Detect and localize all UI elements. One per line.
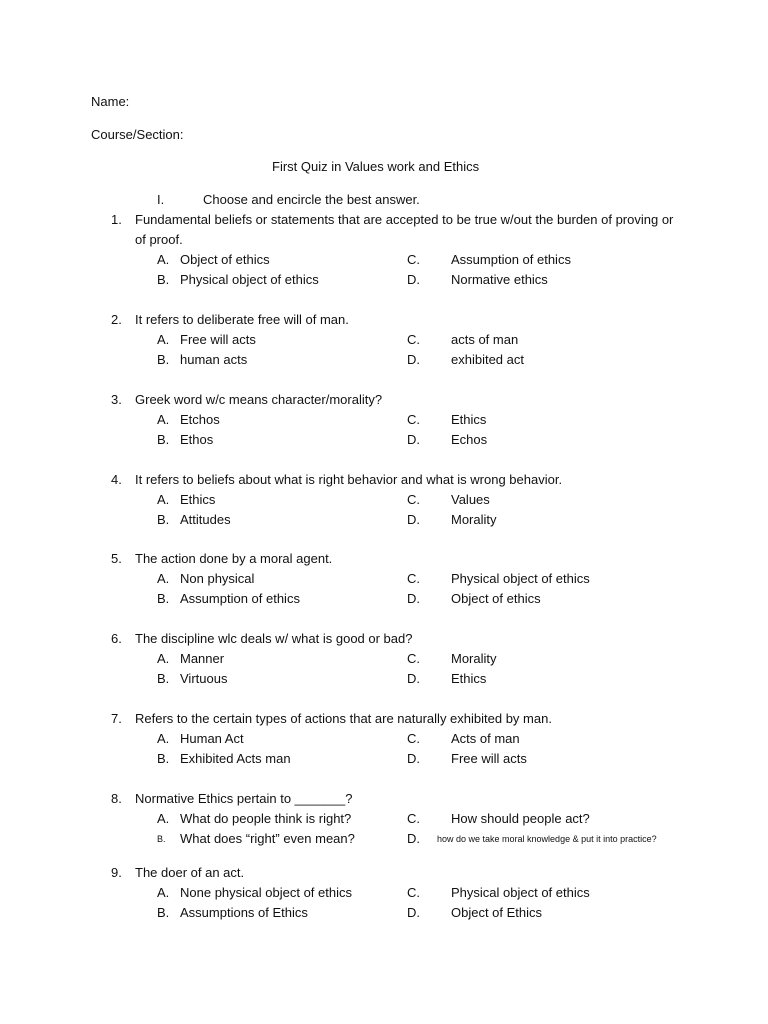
choice-text: Non physical <box>180 571 255 586</box>
choice-text: What does “right” even mean? <box>180 831 355 846</box>
choice-text: Ethics <box>451 412 487 427</box>
choice-letter: B. <box>157 432 170 447</box>
question-text: Normative Ethics pertain to _______? <box>135 791 353 806</box>
question-text: Fundamental beliefs or statements that are accepted to be true w/out the burden of proving or <box>135 212 674 227</box>
choice-letter: B. <box>157 671 170 686</box>
choice-letter: D. <box>407 671 420 686</box>
choice-text: None physical object of ethics <box>180 885 352 900</box>
choice-letter: B. <box>157 512 170 527</box>
question-number: 7. <box>111 711 122 726</box>
choice-text: Object of ethics <box>180 252 270 267</box>
choice-letter: B. <box>157 751 170 766</box>
choice-text: Ethics <box>180 492 216 507</box>
choice-text: human acts <box>180 352 248 367</box>
choice-letter: C. <box>407 252 420 267</box>
question-text: Greek word w/c means character/morality? <box>135 392 383 407</box>
choice-text: Attitudes <box>180 512 231 527</box>
choice-text: Object of Ethics <box>451 905 543 920</box>
choice-text: Physical object of ethics <box>180 272 319 287</box>
choice-letter: A. <box>157 492 170 507</box>
choice-text: Free will acts <box>451 751 527 766</box>
choice-letter: A. <box>157 412 170 427</box>
choice-text: Assumption of ethics <box>180 591 300 606</box>
question-number: 3. <box>111 392 122 407</box>
choice-letter: D. <box>407 352 420 367</box>
question-text: It refers to deliberate free will of man. <box>135 312 349 327</box>
question-number: 9. <box>111 865 122 880</box>
question-text: The discipline wlc deals w/ what is good or bad? <box>135 631 413 646</box>
choice-letter: A. <box>157 885 170 900</box>
choice-text: exhibited act <box>451 352 524 367</box>
question-number: 8. <box>111 791 122 806</box>
choice-text: Physical object of ethics <box>451 571 590 586</box>
choice-text: acts of man <box>451 332 519 347</box>
section-number: I. <box>157 192 165 207</box>
choice-letter: A. <box>157 332 170 347</box>
choice-letter: C. <box>407 332 420 347</box>
choice-letter: B. <box>157 834 166 844</box>
choice-letter: D. <box>407 751 420 766</box>
question-text: Refers to the certain types of actions that are naturally exhibited by man. <box>135 711 552 726</box>
choice-text: Etchos <box>180 412 220 427</box>
choice-text: Assumptions of Ethics <box>180 905 308 920</box>
choice-letter: A. <box>157 651 170 666</box>
choice-letter: D. <box>407 831 420 846</box>
choice-letter: A. <box>157 731 170 746</box>
choice-text: Physical object of ethics <box>451 885 590 900</box>
choice-text: Exhibited Acts man <box>180 751 291 766</box>
choice-letter: C. <box>407 731 420 746</box>
question-number: 4. <box>111 472 122 487</box>
choice-text: Morality <box>451 651 497 666</box>
choice-letter: A. <box>157 811 170 826</box>
question-text: It refers to beliefs about what is right behavior and what is wrong behavior. <box>135 472 563 487</box>
question-text: The action done by a moral agent. <box>135 551 333 566</box>
choice-text: What do people think is right? <box>180 811 352 826</box>
choice-text: Values <box>451 492 490 507</box>
choice-letter: C. <box>407 412 420 427</box>
question-number: 6. <box>111 631 122 646</box>
choice-letter: C. <box>407 885 420 900</box>
question-number: 5. <box>111 551 122 566</box>
choice-text: Ethos <box>180 432 214 447</box>
choice-letter: C. <box>407 811 420 826</box>
question-number: 2. <box>111 312 122 327</box>
choice-letter: D. <box>407 432 420 447</box>
choice-text: Human Act <box>180 731 244 746</box>
choice-text: Morality <box>451 512 497 527</box>
choice-letter: A. <box>157 571 170 586</box>
question-number: 1. <box>111 212 122 227</box>
choice-text: Normative ethics <box>451 272 548 287</box>
choice-letter: B. <box>157 272 170 287</box>
choice-letter: D. <box>407 591 420 606</box>
choice-text: Virtuous <box>180 671 228 686</box>
choice-letter: B. <box>157 905 170 920</box>
choice-letter: D. <box>407 512 420 527</box>
choice-text: How should people act? <box>451 811 590 826</box>
choice-letter: B. <box>157 352 170 367</box>
choice-letter: C. <box>407 651 420 666</box>
question-text: The doer of an act. <box>135 865 245 880</box>
question-text-continued: of proof. <box>135 232 183 247</box>
choice-text: Ethics <box>451 671 487 686</box>
choice-letter: D. <box>407 905 420 920</box>
quiz-title: First Quiz in Values work and Ethics <box>272 159 480 174</box>
choice-letter: C. <box>407 571 420 586</box>
choice-text: how do we take moral knowledge & put it into practice? <box>437 834 657 844</box>
choice-letter: A. <box>157 252 170 267</box>
choice-text: Free will acts <box>180 332 256 347</box>
section-instruction: Choose and encircle the best answer. <box>203 192 420 207</box>
name-label: Name: <box>91 94 130 109</box>
choice-text: Assumption of ethics <box>451 252 571 267</box>
choice-letter: D. <box>407 272 420 287</box>
choice-text: Echos <box>451 432 488 447</box>
choice-text: Acts of man <box>451 731 520 746</box>
choice-letter: B. <box>157 591 170 606</box>
choice-letter: C. <box>407 492 420 507</box>
course-section-label: Course/Section: <box>91 127 184 142</box>
choice-text: Manner <box>180 651 225 666</box>
choice-text: Object of ethics <box>451 591 541 606</box>
